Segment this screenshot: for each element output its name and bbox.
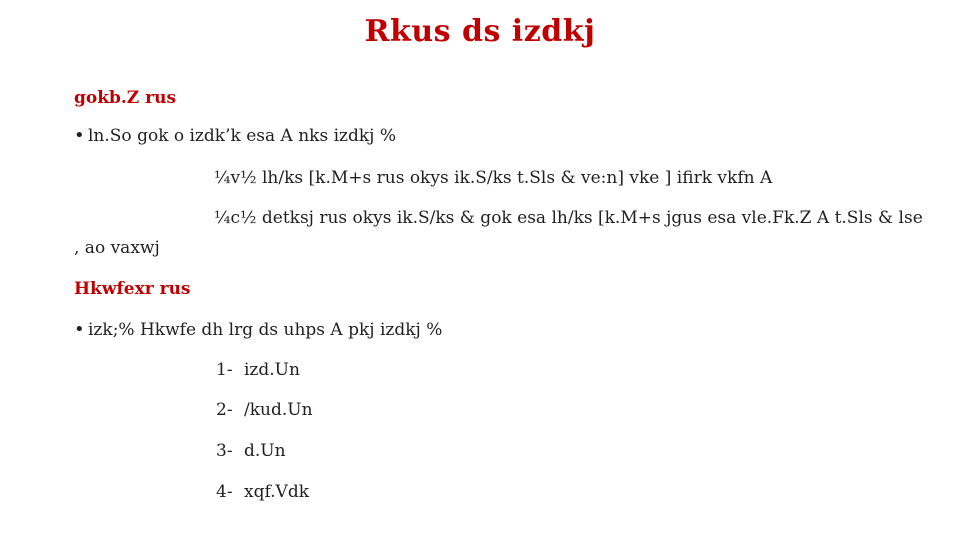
section2-bullet-text: izk;% Hkwfe dh lrg ds uhps A pkj izdkj % [88, 320, 443, 340]
section1-bullet-text: ln.So gok o izdk’k esa A nks izdkj % [88, 126, 397, 146]
list-item-number: 2- [216, 400, 233, 420]
list-item-text: /kud.Un [244, 400, 313, 420]
list-item [216, 400, 313, 420]
section2-bullet-line [74, 319, 442, 340]
bullet-icon: • [74, 125, 85, 146]
list-item-number: 4- [216, 482, 233, 502]
section2-heading: Hkwfexr rus [74, 279, 191, 299]
section1-sub-item-a: ¼v½ lh/ks [k.M+s rus okys ik.S/ks t.Sls & ve:n] vke ] ifirk vkfn A [214, 168, 773, 188]
list-item-number: 1- [216, 360, 233, 380]
bullet-icon: • [74, 319, 85, 340]
list-item-number: 3- [216, 441, 233, 461]
slide-title: Rkus ds izdkj [364, 14, 596, 49]
section1-continuation: , ao vaxwj [74, 238, 160, 258]
list-item-text: izd.Un [244, 360, 300, 380]
list-item-text: d.Un [244, 441, 286, 461]
section1-bullet-line [74, 125, 396, 146]
section1-sub-item-b: ¼c½ detksj rus okys ik.S/ks & gok esa lh/ks [k.M+s jgus esa vle.Fk.Z A t.Sls & lse [214, 208, 923, 228]
list-item [216, 482, 309, 502]
list-item-text: xqf.Vdk [244, 482, 310, 502]
list-item [216, 441, 286, 461]
section1-heading: gokb.Z rus [74, 88, 177, 108]
list-item [216, 360, 300, 380]
